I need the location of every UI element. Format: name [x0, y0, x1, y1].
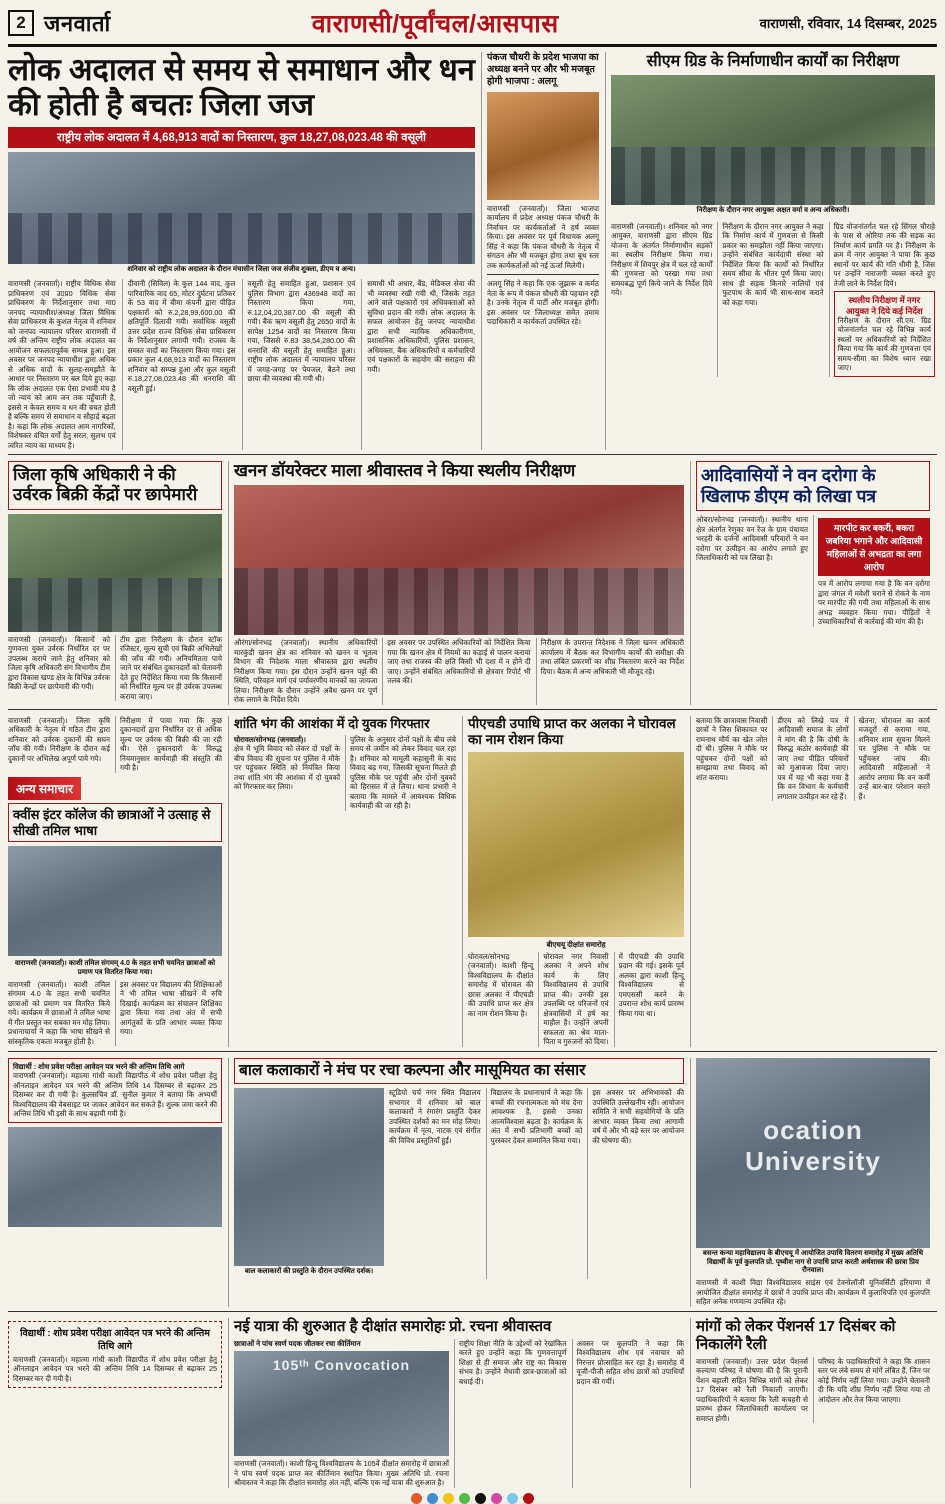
band4-left: [8, 1058, 222, 1307]
right-boxnote-title: स्थलीय निरीक्षण में नगर आयुक्त ने दिये कई निर्देश: [845, 295, 923, 316]
agri-headline: जिला कृषि अधिकारी ने की उर्वरक बिक्री केंद्रों पर छापेमारी: [13, 465, 198, 505]
queens-college-headline: क्वींस इंटर कॉलेज की छात्राओं ने उत्साह से सीखी तमिल भाषा: [13, 806, 211, 838]
agri-story: [8, 461, 222, 705]
child-artists-content: [234, 1088, 684, 1279]
tribal-cont-col-2: डीएम को लिखे पत्र में आदिवासी समाज के लोगों ने मांग की है कि दोषी के विरुद्ध कठोर कार्यवाही की जाए तथा पीड़ित परिवारों को मुआवजा दिया जाए। पत्र में यह भी कहा गया है कि वन विभाग के कर्मचारी लगातार उत्पीड़न कर रहे हैं।: [772, 716, 848, 802]
child-col-3: इस अवसर पर अभिभावकों की उपस्थिति उल्लेखनीय रही। आयोजन समिति ने सभी सहयोगियों के प्रति आभार व्यक्त किया तथा आगामी वर्ष में और भी बड़े स्तर पर आयोजन की घोषणा की।: [587, 1088, 684, 1279]
convocation-speech-story: [228, 1318, 684, 1488]
lead-story: [8, 52, 475, 450]
tribal-continued: [690, 716, 930, 1047]
section-title: वाराणसी/पूर्वांचल/आसपास: [311, 10, 559, 38]
child-col-2: विद्यालय के प्रधानाचार्य ने कहा कि बच्चों की रचनात्मकता को मंच देना आवश्यक है, इससे उनका आत्मविश्वास बढ़ता है। कार्यक्रम के अंत में सभी प्रतिभागी बच्चों को पुरस्कार देकर सम्मानित किया गया।: [486, 1088, 583, 1279]
exam-notice-box: [8, 1321, 222, 1389]
right-col-2: निरीक्षण के दौरान नगर आयुक्त ने कहा कि निर्माण कार्य में गुणवत्ता से किसी प्रकार का समझौता नहीं किया जाएगा। उन्होंने संबंधित कार्यदायी संस्था को निर्देशित किया कि कार्यों को निर्धारित समय सीमा के भीतर पूर्ण किया जाए। साथ ही सड़क किनारे नालियों एवं फुटपाथ के कार्य भी साथ-साथ कराने को कहा गया।: [717, 222, 823, 377]
queens-college-caption: वाराणसी (जनवार्ता)। काशी तमिल संगमम् 4.0 के तहत सभी चयनित छात्राओं को प्रमाण पत्र वितरित किया गया।: [14, 960, 216, 976]
mining-col-1: औरंगा/सोनभद्र (जनवार्ता)। स्थानीय अधिकारियों मारकुंडी खनन क्षेत्र का शनिवार को खनन व भूतत्व विभाग की निदेशक माला श्रीवास्तव द्वारा स्थलीय निरीक्षण किया गया। इस दौरान उन्होंने खनन पट्टों की स्थिति, परिवहन मार्ग एवं पर्यावरणीय मानकों का जायजा लिया। निरीक्षण के दौरान उन्होंने अवैध खनन पर पूर्ण रोक लगाने के निर्देश दिये।: [234, 638, 378, 705]
mid-col-1: वाराणसी (जनवार्ता)। जिला भाजपा कार्यालय में प्रदेश अध्यक्ष पंकज चौधरी के निर्वाचन पर कार्यकर्ताओं ने हर्ष व्यक्त किया। इस अवसर पर पूर्व विधायक अलगू सिंह ने कहा कि पंकज चौधरी के नेतृत्व में संगठन और भी मजबूत होगा तथा बूथ स्तर तक कार्यकर्ताओं को नई ऊर्जा मिलेगी।: [487, 203, 599, 270]
band-3: [8, 716, 937, 1047]
child-artists-headline-box: [234, 1058, 684, 1085]
queens-college-headline-box: [8, 803, 222, 842]
child-artists-story: [228, 1058, 684, 1307]
peace-col-2: पुलिस के अनुसार दोनों पक्षों के बीच लंबे समय से जमीन को लेकर विवाद चल रहा है। शनिवार को मामूली कहासुनी के बाद विवाद बढ़ गया, जिसकी सूचना मिलते ही पुलिस मौके पर पहुंची और दोनों युवकों को हिरासत में ले लिया। थाना प्रभारी ने बताया कि मामले में आवश्यक विधिक कार्यवाही की जा रही है।: [345, 735, 456, 811]
mining-photo: [234, 485, 684, 635]
agri-fu-col-1: वाराणसी (जनवार्ता)। जिला कृषि अधिकारी के नेतृत्व में गठित टीम द्वारा शनिवार को उर्वरक दुकानों की सघन जाँच की गयी। निरीक्षण के दौरान कई दुकानों पर अभिलेख अपूर्ण पाये गये।: [8, 715, 110, 763]
pensioners-col-1: वाराणसी (जनवार्ता)। उत्तर प्रदेश पेंशनर्स कल्याण परिषद ने घोषणा की है कि पुरानी पेंशन बहाली सहित विभिन्न मांगों को लेकर 17 दिसंबर को रैली निकाली जाएगी। पदाधिकारियों ने बताया कि रैली कचहरी से प्रारम्भ होकर जिलाधिकारी कार्यालय पर समाप्त होगी।: [696, 1356, 808, 1423]
lead-photo-caption: शनिवार को राष्ट्रीय लोक अदालत के दौरान मंचासीन जिला जज संजीव शुक्ला, डीएम व अन्य।: [127, 265, 356, 273]
lead-col-2: दीवानी (सिविल) के कुल 144 वाद, कुल पारिवारिक वाद 65, मोटर दुर्घटना प्रतिकर के 53 वाद में बीमा कंपनी द्वारा पीड़ित पक्षकारों को रु.2,28,99,600.00 की क्षतिपूर्ति दिलायी गयी। सर्वाधिक वसूली उत्तर प्रदेश राज्य विधिक सेवा प्राधिकरण के निर्देशानुसार लगायी गयी। राजस्व के समस्त वादों का निस्तारण किया गया। इस प्रकार कुल 4,68,913 वादों का निस्तारण शनिवार को सम्पन्न हुआ और कुल वसूली रु.18,27,08,023.48 की धनराशि की वसूली हुई।: [122, 279, 236, 450]
band4-left-photo: [8, 1127, 222, 1227]
convocation-speech-sub: छात्राओं ने पांच स्वर्ण पदक जीतकर रचा कीर्तिमान: [234, 1338, 361, 1348]
right-boxnote: [834, 291, 935, 376]
band-2: [8, 461, 937, 705]
lead-col-4: समाधी भी अधार, बैंड, मेडिकल सेवा की भी व्यवस्था रखी गयी थी, जिसके तहत आने वाले पक्षकारों एवं अधिवक्ताओं को सुविधा प्रदान की गयी। लोक अदालत के सफल आयोजन हेतु जनपद न्यायाधीश द्वारा सभी न्यायिक अधिकारीगण, प्रशासनिक अधिकारियों, पुलिस प्रशासन, अधिवक्ता, बैंक अधिकारियों व कर्मचारियों एवं पक्षकारों के सहयोग की सराहना की गयी।: [361, 279, 475, 450]
agri-col-1: वाराणसी (जनवार्ता)। किसानों को गुणवत्ता युक्त उर्वरक निर्धारित दर पर उपलब्ध कराये जाने हेतु शनिवार को जिला कृषि अधिकारी संग विभागीय टीम द्वारा विकास खण्ड क्षेत्र के विभिन्न उर्वरक बिक्री केन्द्रों पर छापेमारी की गयी।: [8, 634, 110, 691]
tribal-badge: मारपीट कर बकरी, बकरा जबरिया भगाने और आदिवासी महिलाओं से अभद्रता का लगा आरोप: [818, 518, 930, 576]
peace-col-1: क्षेत्र में भूमि विवाद को लेकर दो पक्षों के बीच विवाद की सूचना पर पुलिस ने मौके पर पहुंचकर स्थिति को नियंत्रित किया तथा शांति भंग की आशंका में दो युवकों को गिरफ्तार कर लिया।: [234, 744, 340, 792]
exam-notice-body: वाराणसी (जनवार्ता)। महात्मा गांधी काशी विद्यापीठ में शोध प्रवेश परीक्षा हेतु ऑनलाइन आवेदन पत्र भरने की अन्तिम तिथि 14 दिसम्बर से बढ़ाकर 25 दिसम्बर कर दी गयी है।: [13, 1354, 217, 1383]
convocation-col-1: वाराणसी में काशी विद्या विश्वविद्यालय साइंस एवं टेक्नोलॉजी यूनिवर्सिटी हरियाणा में आयोजित दीक्षांत समारोह में छात्रों ने उपाधि प्राप्त की। कार्यक्रम में कुलाधिपति एवं कुलपति सहित अनेक गणमान्य उपस्थित रहे।: [696, 1278, 930, 1307]
divider-band3: [8, 1051, 937, 1052]
phd-story: [462, 716, 684, 1047]
mid-portrait-photo: [487, 92, 599, 200]
right-col-1: वाराणसी (जनवार्ता)। शनिवार को नगर आयुक्त, वाराणसी द्वारा सीएम ग्रिड योजना के अंतर्गत निर्माणाधीन सड़कों का स्थलीय निरीक्षण किया गया। निरीक्षण में शिवपुर क्षेत्र में चल रहे कार्यों की गुणवत्ता को परखा गया तथा समयबद्ध पूर्ण किये जाने के निर्देश दिये गये।: [611, 221, 713, 298]
band5-left: [8, 1318, 222, 1488]
queens-col-1: वाराणसी (जनवार्ता)। काशी तमिल संगमम 4.0 के तहत सभी चयनित छात्राओं को प्रमाण पत्र वितरित किये गये। कार्यक्रम में छात्राओं ने तमिल भाषा में गीत प्रस्तुत कर सबका मन मोह लिया। प्रधानाचार्या ने कहा कि भाषा सीखने से सांस्कृतिक एकता मजबूत होती है।: [8, 979, 110, 1046]
agri-col-2: टीम द्वारा निरीक्षण के दौरान स्टॉक रजिस्टर, मूल्य सूची एवं बिक्री अभिलेखों की जाँच की गयी। अनियमितता पाये जाने पर संबंधित दुकानदारों को चेतावनी देते हुए निर्देशित किया गया कि किसानों को निर्धारित मूल्य पर ही उर्वरक उपलब्ध कराया जाए।: [115, 635, 222, 702]
tribal-col-1: ओबरा/सोनभद्र (जनवार्ता)। स्थानीय थाना क्षेत्र अंतर्गत रेणुका वन रेंज के ग्राम पंचायत भरहरी के दर्जनों आदिवासी परिवारों ने वन दरोगा पर उत्पीड़न का आरोप लगाते हुए जिलाधिकारी को पत्र लिखा है।: [696, 515, 808, 563]
peace-story: [228, 716, 456, 1047]
child-artists-headline: बाल कलाकारों ने मंच पर रचा कल्पना और मासूमियत का संसार: [239, 1061, 586, 1079]
divider: [487, 274, 599, 275]
child-col-1: स्टूडियो चर्च नगर स्थित विद्यालय सभागार में शनिवार को बाल कलाकारों ने रंगारंग प्रस्तुति देकर उपस्थित दर्शकों का मन मोह लिया। कार्यक्रम में नृत्य, नाटक एवं संगीत की विविध प्रस्तुतियाँ हुईं।: [389, 1088, 481, 1145]
convocation-speech-headline: नई यात्रा की शुरुआत है दीक्षांत समारोहः प्रो. रचना श्रीवास्तव: [234, 1317, 552, 1335]
right-photo: [611, 75, 935, 205]
lead-col-1: वाराणसी (जनवार्ता)। राष्ट्रीय विधिक सेवा प्राधिकरण एवं उ0प्र0 विधिक सेवा प्राधिकरण के निर्देशानुसार तथा मा0 जनपद न्यायाधीश/अध्यक्ष जिला विधिक सेवा प्राधिकरण के कुशल नेतृत्व में शनिवार को जनपद न्यायालय परिसर वाराणसी में वर्ष की अन्तिम राष्ट्रीय लोक अदालत का आयोजन सफलतापूर्वक सम्पन्न हुआ। इस अवसर पर जनपद न्यायाधीश द्वारा अधिक से अधिक वादों के सुलह-समझौते के आधार पर निस्तारण पर बल दिये हुए कहा कि लोक अदालत एक ऐसा प्रभावी मंच है जो न्याय को आम जन तक पहुँचाती है, इससे न केवल समय व धन की बचत होती है बल्कि समय से समाधान व सौहार्द्र बढ़ता है। कहा कि लोक अदालत आम नागरिकों, विशेषकर वंचित वर्गों हेतु सरल, सुलभ एवं त्वरित न्याय का माध्यम है।: [8, 279, 116, 450]
agri-followup: [8, 716, 222, 1047]
convocation-speech-col-1: वाराणसी (जनवार्ता)। काशी हिन्दू विश्वविद्यालय के 105वें दीक्षांत समारोह में छात्राओं ने पांच स्वर्ण पदक प्राप्त कर कीर्तिमान स्थापित किया। मुख्य अतिथि प्रो. रचना श्रीवास्तव ने कहा कि दीक्षांत समारोह अंत नहीं, बल्कि एक नई यात्रा की शुरुआत है।: [234, 1459, 449, 1488]
phd-col-2: घोरावल नगर निवासी अलका ने अपने शोध कार्य के लिए विश्वविद्यालय से उपाधि प्राप्त की। उनकी इस उपलब्धि पर परिजनों एवं क्षेत्रवासियों में हर्ष का माहौल है। उन्होंने अपनी सफलता का श्रेय माता-पिता व गुरुजनों को दिया।: [538, 952, 608, 1047]
notice-body: वाराणसी (जनवार्ता)। महात्मा गांधी काशी विद्यापीठ में शोध प्रवेश परीक्षा हेतु ऑनलाइन आवेदन पत्र भरने की अन्तिम तिथि 14 दिसम्बर से बढ़ाकर 25 दिसम्बर कर दी गयी है। कुलसचिव डॉ. सुनील कुमार ने बताया कि अभ्यर्थी विश्वविद्यालय की वेबसाइट पर जाकर आवेदन कर सकते हैं। शुल्क जमा करने की अन्तिम तिथि भी इसी के साथ बढ़ायी गयी है।: [13, 1071, 217, 1119]
tribal-headline-box: [696, 461, 930, 511]
child-artists-caption: बाल कलाकारों की प्रस्तुति के दौरान उपस्थित दर्शक।: [244, 1268, 374, 1276]
pensioners-col-2: परिषद के पदाधिकारियों ने कहा कि शासन स्तर पर लंबे समय से मांगें लंबित हैं, जिन पर कोई निर्णय नहीं लिया गया। उन्होंने चेतावनी दी कि यदि शीघ्र निर्णय नहीं लिया गया तो आंदोलन और तेज किया जाएगा।: [813, 1357, 930, 1424]
phd-col-3: में पीएचडी की उपाधि प्रदान की गई। इसके पूर्व अलका द्वारा काशी हिन्दू विश्वविद्यालय से एमएससी करने के उपरान्त शोध कार्य प्रारम्भ किया गया था।: [614, 952, 684, 1047]
phd-col-1: घोरावल/सोनभद्र (जनवार्ता)। काशी हिन्दू विश्वविद्यालय के दीक्षांत समारोह में घोरावल की छात्रा अलका ने पीएचडी की उपाधि प्राप्त कर क्षेत्र का नाम रोशन किया है।: [468, 951, 534, 1018]
right-col-3: ग्रिड योजनांतर्गत चल रहे सिंगल चौराहे के पास से ओरिया तक की सड़क का निर्माण कार्य प्रगति पर है। निरीक्षण के क्रम में नगर आयुक्त ने पाया कि कुछ स्थानों पर कार्य की गति धीमी है, जिस पर उन्होंने नाराजगी व्यक्त करते हुए तेजी लाने के निर्देश दिये।: [833, 221, 935, 288]
pensioners-headline: मांगों को लेकर पेंशनर्स 17 दिसंबर को निकालेंगे रैली: [696, 1317, 896, 1353]
lead-photo: [8, 152, 475, 264]
right-headline: सीएम ग्रिड के निर्माणाधीन कार्यों का निरीक्षण: [646, 53, 900, 70]
exam-notice-title: विद्यार्थी : शोध प्रवेश परीक्षा आवेदन पत्र भरने की अन्तिम तिथि आगे: [20, 1327, 210, 1352]
convocation-speech-col-3: अवसर पर कुलपति ने कहा कि विश्वविद्यालय शोध एवं नवाचार को निरन्तर प्रोत्साहित कर रहा है। समारोह में यूजी-पीजी सहित शोध छात्रों को उपाधियाँ प्रदान की गयीं।: [572, 1339, 685, 1488]
peace-headline: शांति भंग की आशंका में दो युवक गिरफ्तार: [234, 715, 430, 731]
queens-college-photo: [8, 846, 222, 956]
convocation-speech-col-2: राष्ट्रीय शिक्षा नीति के उद्देश्यों को रेखांकित करते हुए उन्होंने कहा कि गुणवत्तापूर्ण शिक्षा से ही समाज और राष्ट्र का विकास संभव है। उन्होंने मेधावी छात्र-छात्राओं को बधाई दी।: [454, 1339, 567, 1488]
phd-photo: [468, 752, 684, 937]
convocation-photo: [696, 1058, 930, 1248]
peace-col-1-wrap: [234, 735, 340, 811]
tribal-story: [690, 461, 930, 705]
divider-band2: [8, 709, 937, 710]
mid-col-2: अलगू सिंह ने कहा कि एक जुझारू व कर्मठ नेता के रूप में पंकज चौधरी की पहचान रही है। उनके नेतृत्व में पार्टी और मजबूत होगी। इस अवसर पर जिलाध्यक्ष समेत तमाम पदाधिकारी व कार्यकर्ता उपस्थित रहे।: [487, 279, 599, 327]
top-block: [8, 52, 937, 450]
band-4: [8, 1058, 937, 1307]
mining-col-2: इस अवसर पर उपस्थित अधिकारियों को निर्देशित किया गया कि खनन क्षेत्र में नियमों का कड़ाई से पालन कराया जाए तथा राजस्व की क्षति किसी भी दशा में न होने दी जाए। उन्होंने संबंधित अधिकारियों से क्षेत्रवार रिपोर्ट भी तलब की।: [382, 638, 530, 705]
convocation-speech-photo: [234, 1351, 449, 1456]
right-story: [605, 52, 935, 450]
agri-headline-box: [8, 461, 222, 509]
mining-story: [228, 461, 684, 705]
notice-box: [8, 1058, 222, 1123]
divider-band1: [8, 454, 937, 455]
tribal-cont-col-3: खेतना, घोरावल का कार्य मजदूरों से कराया गया, शनिवार शाम सूचना मिलने पर पुलिस ने मौके पर पहुँचकर जांच की। आदिवासी महिलाओं ने आरोप लगाया कि वन कर्मी उन्हें बार-बार परेशान करते हैं।: [854, 716, 930, 802]
other-news-strip: अन्य समाचार: [8, 777, 81, 800]
queens-col-2: इस अवसर पर विद्यालय की शिक्षिकाओं ने भी तमिल भाषा सीखने में रुचि दिखाई। कार्यक्रम का संचालन शिक्षिका द्वारा किया गया तथा अंत में सभी आगंतुकों के प्रति आभार व्यक्त किया गया।: [115, 980, 222, 1047]
masthead: [8, 6, 937, 47]
tribal-col-2: पत्र में आरोप लगाया गया है कि वन दरोगा द्वारा जंगल में मवेशी चराने से रोकने के नाम पर मारपीट की गयी तथा महिलाओं के साथ अभद्र व्यवहार किया गया। पीड़ितों ने उच्चाधिकारियों से कार्रवाई की मांग की है।: [818, 579, 930, 627]
convocation-photo-overlay: ocation University: [745, 1114, 881, 1176]
tribal-cont-col-1: बताया कि छात्रावास निवासी छात्रों ने जिस शिकायत पर रामनाथ मौर्य का खेत जोत दी थी। पुलिस ने मौके पर पहुंचकर दोनों पक्षों को समझाया तथा विवाद को शांत कराया।: [696, 715, 768, 782]
right-col-3-wrap: [829, 222, 935, 377]
dateline: वाराणसी, रविवार, 14 दिसम्बर, 2025: [759, 16, 937, 31]
mid-story: [481, 52, 599, 450]
tribal-headline: आदिवासियों ने वन दरोगा के खिलाफ डीएम को लिखा पत्र: [701, 465, 877, 507]
pensioners-story: [690, 1318, 930, 1488]
convocation-story: [690, 1058, 930, 1307]
right-photo-caption: निरीक्षण के दौरान नगर आयुक्त अक्षत वर्मा व अन्य अधिकारी।: [696, 207, 850, 215]
notice-title: विद्यार्थी : शोध प्रवेश परीक्षा आवेदन पत्र भरने की अन्तिम तिथि आगे: [13, 1061, 185, 1071]
phd-headline: पीएचडी उपाधि प्राप्त कर अलका ने घोरावल का नाम रोशन किया: [468, 715, 676, 748]
paper-name: जनवार्ता: [44, 11, 111, 36]
page-number: 2: [8, 10, 34, 36]
mid-headline: पंकज चौधरी के प्रदेश भाजपा का अध्यक्ष बनने पर और भी मजबूत होगी भाजपा : अलगू: [487, 52, 599, 87]
lead-kicker: राष्ट्रीय लोक अदालत में 4,68,913 वादों का निस्तारण, कुल 18,27,08,023.48 की वसूली: [8, 127, 475, 148]
mining-col-3: निरीक्षण के उपरान्त निदेशक ने जिला खनन अधिकारी कार्यालय में बैठक कर विभागीय कार्यों की समीक्षा की तथा लंबित प्रकरणों का शीघ्र निस्तारण करने का निर्देश दिया। बैठक में अन्य अधिकारी भी मौजूद रहे।: [536, 638, 684, 705]
child-artists-photo: [234, 1088, 384, 1266]
lead-col-3: वसूली हेतु समाहित हुआ, प्रशासन एवं पुलिस विभाग द्वारा 436948 वादों का निस्तारण किया गया, रु.12,04,20,387.00 की वसूली की गयी। बैंक ऋण वसूली हेतु 2650 वादों के सापेक्ष 1254 वादों का निस्तारण किया गया, जिससे रु.83 38,54,280.00 की धनराशि की वसूली हेतु समाहित हुआ। राष्ट्रीय लोक अदालत में न्यायालय परिसर में जगह-जगह पर पेयजल, बैठने तथा छाया की व्यवस्था की गयी थी।: [242, 279, 356, 450]
divider-band4: [8, 1311, 937, 1312]
convocation-caption: बसन्त कन्या महाविद्यालय के बीएचयू में आयोजित उपाधि वितरण समारोह में मुख्य अतिथि विद्यार्थी के पूर्व कुलपति प्रो. पृथ्वीश नाग से उपाधि प्राप्त करती अर्थशास्त्र की छात्रा प्रिय रौनवाल।: [702, 1249, 924, 1275]
mining-headline: खनन डॉयरेक्टर माला श्रीवास्तव ने किया स्थलीय निरीक्षण: [234, 461, 576, 481]
band-5: [8, 1318, 937, 1488]
agri-photo: [8, 514, 222, 632]
phd-subheadline: बीएचयू दीक्षांत समारोह: [546, 940, 606, 950]
lead-headline: लोक अदालत से समय से समाधान और धन की होती है बचतः जिला जज: [8, 52, 475, 123]
convocation-photo-label: 105ᵗʰ Convocation: [272, 1357, 411, 1374]
peace-place: घोरावल/सोनभद्र (जनवार्ता)।: [234, 734, 307, 744]
agri-fu-col-2: निरीक्षण में पाया गया कि कुछ दुकानदारों द्वारा निर्धारित दर से अधिक मूल्य पर उर्वरक की बिक्री की जा रही थी। ऐसे दुकानदारों के विरुद्ध नियमानुसार कार्यवाही की संस्तुति की गयी है।: [115, 716, 222, 773]
right-boxnote-body: निरीक्षण के दौरान सी.एम. ग्रिड योजनांतर्गत चल रहे विभिन्न कार्य स्थलों पर अधिकारियों को निर्देशित किया गया कि कार्य की गुणवत्ता एवं समय-सीमा का विशेष ध्यान रखा जाए।: [837, 315, 931, 373]
